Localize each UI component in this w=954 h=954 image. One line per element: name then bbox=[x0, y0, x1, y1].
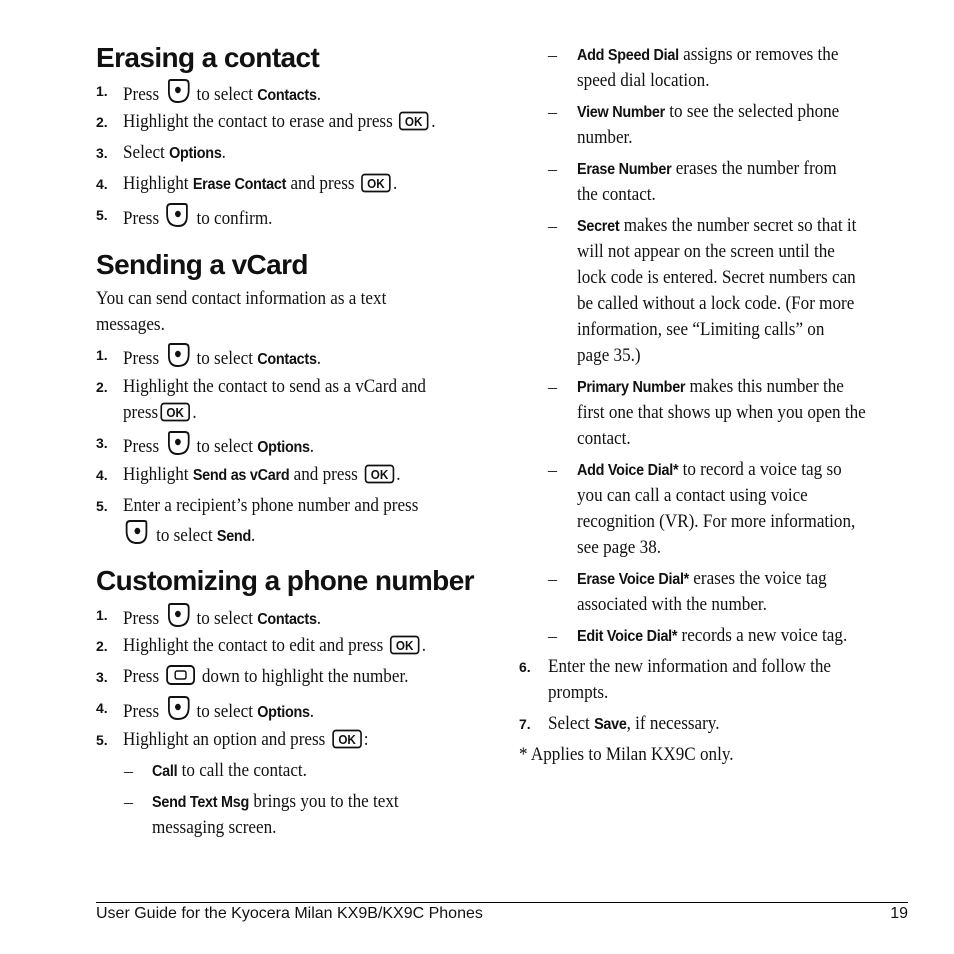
option-secret: Secret makes the number secret so that it bbox=[577, 215, 857, 236]
option-erase-number-line-2: the contact. bbox=[577, 184, 656, 205]
custom-step-6-line-1: Enter the new information and follow the bbox=[548, 656, 832, 677]
ok-key-icon bbox=[160, 402, 191, 422]
bullet-dash: – bbox=[548, 102, 557, 122]
option-secret-line-5: information, see “Limiting calls” on bbox=[577, 319, 825, 340]
option-erase-voice-dial-line-2: associated with the number. bbox=[577, 594, 767, 615]
step-number: 4. bbox=[96, 176, 108, 192]
step-number: 5. bbox=[96, 732, 108, 748]
erase-step-5: Press to confirm. bbox=[123, 202, 272, 232]
option-send-text-msg: Send Text Msg brings you to the text bbox=[152, 791, 399, 812]
option-secret-line-2: will not appear on the screen until the bbox=[577, 241, 835, 262]
step-number: 4. bbox=[96, 467, 108, 483]
option-view-number-line-2: number. bbox=[577, 127, 633, 148]
option-erase-voice-dial: Erase Voice Dial* erases the voice tag bbox=[577, 568, 827, 589]
option-edit-voice-dial: Edit Voice Dial* records a new voice tag. bbox=[577, 625, 848, 646]
left-softkey-icon bbox=[125, 519, 150, 545]
step-number: 5. bbox=[96, 498, 108, 514]
step-number: 3. bbox=[96, 669, 108, 685]
custom-step-5: Highlight an option and press OK : bbox=[123, 729, 369, 750]
vcard-step-5-line-1: Enter a recipient’s phone number and press bbox=[123, 495, 419, 516]
right-softkey-icon bbox=[165, 342, 190, 368]
erase-step-3: Select Options. bbox=[123, 142, 226, 163]
custom-step-3: Press down to highlight the number. bbox=[123, 666, 409, 687]
bullet-dash: – bbox=[124, 761, 133, 781]
step-number: 2. bbox=[96, 379, 108, 395]
option-add-voice-dial: Add Voice Dial* to record a voice tag so bbox=[577, 459, 842, 480]
ok-key-icon bbox=[399, 111, 430, 131]
vcard-intro-line-2: messages. bbox=[96, 314, 165, 335]
vcard-step-3: Press to select Options. bbox=[123, 430, 314, 461]
option-add-voice-dial-line-4: see page 38. bbox=[577, 537, 662, 558]
step-number: 1. bbox=[96, 347, 108, 363]
step-number: 5. bbox=[96, 207, 108, 223]
option-secret-line-3: lock code is entered. Secret numbers can bbox=[577, 267, 856, 288]
footer-title: User Guide for the Kyocera Milan KX9B/KX9C Phones bbox=[96, 905, 483, 922]
ok-key-icon bbox=[364, 464, 395, 484]
page-number: 19 bbox=[890, 905, 908, 922]
ok-key-icon bbox=[331, 729, 362, 749]
vcard-step-2-line-1: Highlight the contact to send as a vCard and bbox=[123, 376, 426, 397]
option-add-speed-dial-line-2: speed dial location. bbox=[577, 70, 710, 91]
step-number: 1. bbox=[96, 83, 108, 99]
bullet-dash: – bbox=[548, 460, 557, 480]
svg-text:OK: OK bbox=[337, 732, 356, 748]
step-number: 7. bbox=[519, 716, 531, 732]
step-number: 4. bbox=[96, 700, 108, 716]
custom-step-7: Select Save, if necessary. bbox=[548, 713, 720, 734]
right-softkey-icon bbox=[165, 78, 190, 104]
custom-step-2: Highlight the contact to edit and press OK . bbox=[123, 635, 426, 656]
bullet-dash: – bbox=[548, 377, 557, 397]
step-number: 6. bbox=[519, 659, 531, 675]
left-softkey-icon bbox=[165, 202, 190, 228]
step-number: 2. bbox=[96, 638, 108, 654]
step-number: 2. bbox=[96, 114, 108, 130]
footnote: * Applies to Milan KX9C only. bbox=[519, 744, 734, 765]
svg-text:OK: OK bbox=[405, 114, 423, 130]
vcard-step-2-line-2: press OK . bbox=[123, 402, 197, 423]
custom-step-1: Press to select Contacts. bbox=[123, 602, 321, 633]
erase-step-1: Press to select Contacts. bbox=[123, 78, 321, 109]
erase-step-2: Highlight the contact to erase and press OK . bbox=[123, 111, 436, 132]
ok-key-icon bbox=[361, 173, 392, 193]
step-number: 3. bbox=[96, 435, 108, 451]
option-primary-number-line-3: contact. bbox=[577, 428, 631, 449]
custom-step-6-line-2: prompts. bbox=[548, 682, 609, 703]
right-softkey-icon bbox=[165, 430, 190, 456]
option-add-speed-dial: Add Speed Dial assigns or removes the bbox=[577, 44, 839, 65]
option-add-voice-dial-line-3: recognition (VR). For more information, bbox=[577, 511, 856, 532]
svg-text:OK: OK bbox=[367, 176, 385, 192]
option-view-number: View Number to see the selected phone bbox=[577, 101, 840, 122]
ok-key-icon bbox=[389, 635, 420, 655]
bullet-dash: – bbox=[548, 216, 557, 236]
erase-step-4: Highlight Erase Contact and press OK . bbox=[123, 173, 398, 194]
bullet-dash: – bbox=[548, 45, 557, 65]
option-primary-number: Primary Number makes this number the bbox=[577, 376, 844, 397]
custom-step-4: Press to select Options. bbox=[123, 695, 314, 726]
vcard-step-5-line-2: to select Send. bbox=[123, 519, 255, 550]
option-primary-number-line-2: first one that shows up when you open the bbox=[577, 402, 866, 423]
bullet-dash: – bbox=[548, 626, 557, 646]
bullet-dash: – bbox=[548, 569, 557, 589]
svg-text:OK: OK bbox=[395, 638, 414, 654]
section-title-customizing: Customizing a phone number bbox=[96, 565, 474, 596]
option-secret-line-4: be called without a lock code. (For more bbox=[577, 293, 855, 314]
section-title-erasing: Erasing a contact bbox=[96, 42, 320, 73]
svg-text:OK: OK bbox=[166, 405, 185, 421]
vcard-intro-line-1: You can send contact information as a text bbox=[96, 288, 387, 309]
section-title-vcard: Sending a vCard bbox=[96, 249, 308, 280]
bullet-dash: – bbox=[124, 792, 133, 812]
option-erase-number: Erase Number erases the number from bbox=[577, 158, 837, 179]
right-softkey-icon bbox=[165, 695, 190, 721]
option-call: Call to call the contact. bbox=[152, 760, 307, 781]
nav-key-icon bbox=[165, 664, 196, 686]
step-number: 3. bbox=[96, 145, 108, 161]
vcard-step-1: Press to select Contacts. bbox=[123, 342, 321, 373]
option-send-text-msg-line-2: messaging screen. bbox=[152, 817, 277, 838]
svg-text:OK: OK bbox=[370, 467, 388, 483]
step-number: 1. bbox=[96, 607, 108, 623]
option-add-voice-dial-line-2: you can call a contact using voice bbox=[577, 485, 808, 506]
bullet-dash: – bbox=[548, 159, 557, 179]
right-softkey-icon bbox=[165, 602, 190, 628]
option-secret-line-6: page 35.) bbox=[577, 345, 641, 366]
vcard-step-4: Highlight Send as vCard and press OK . bbox=[123, 464, 401, 485]
